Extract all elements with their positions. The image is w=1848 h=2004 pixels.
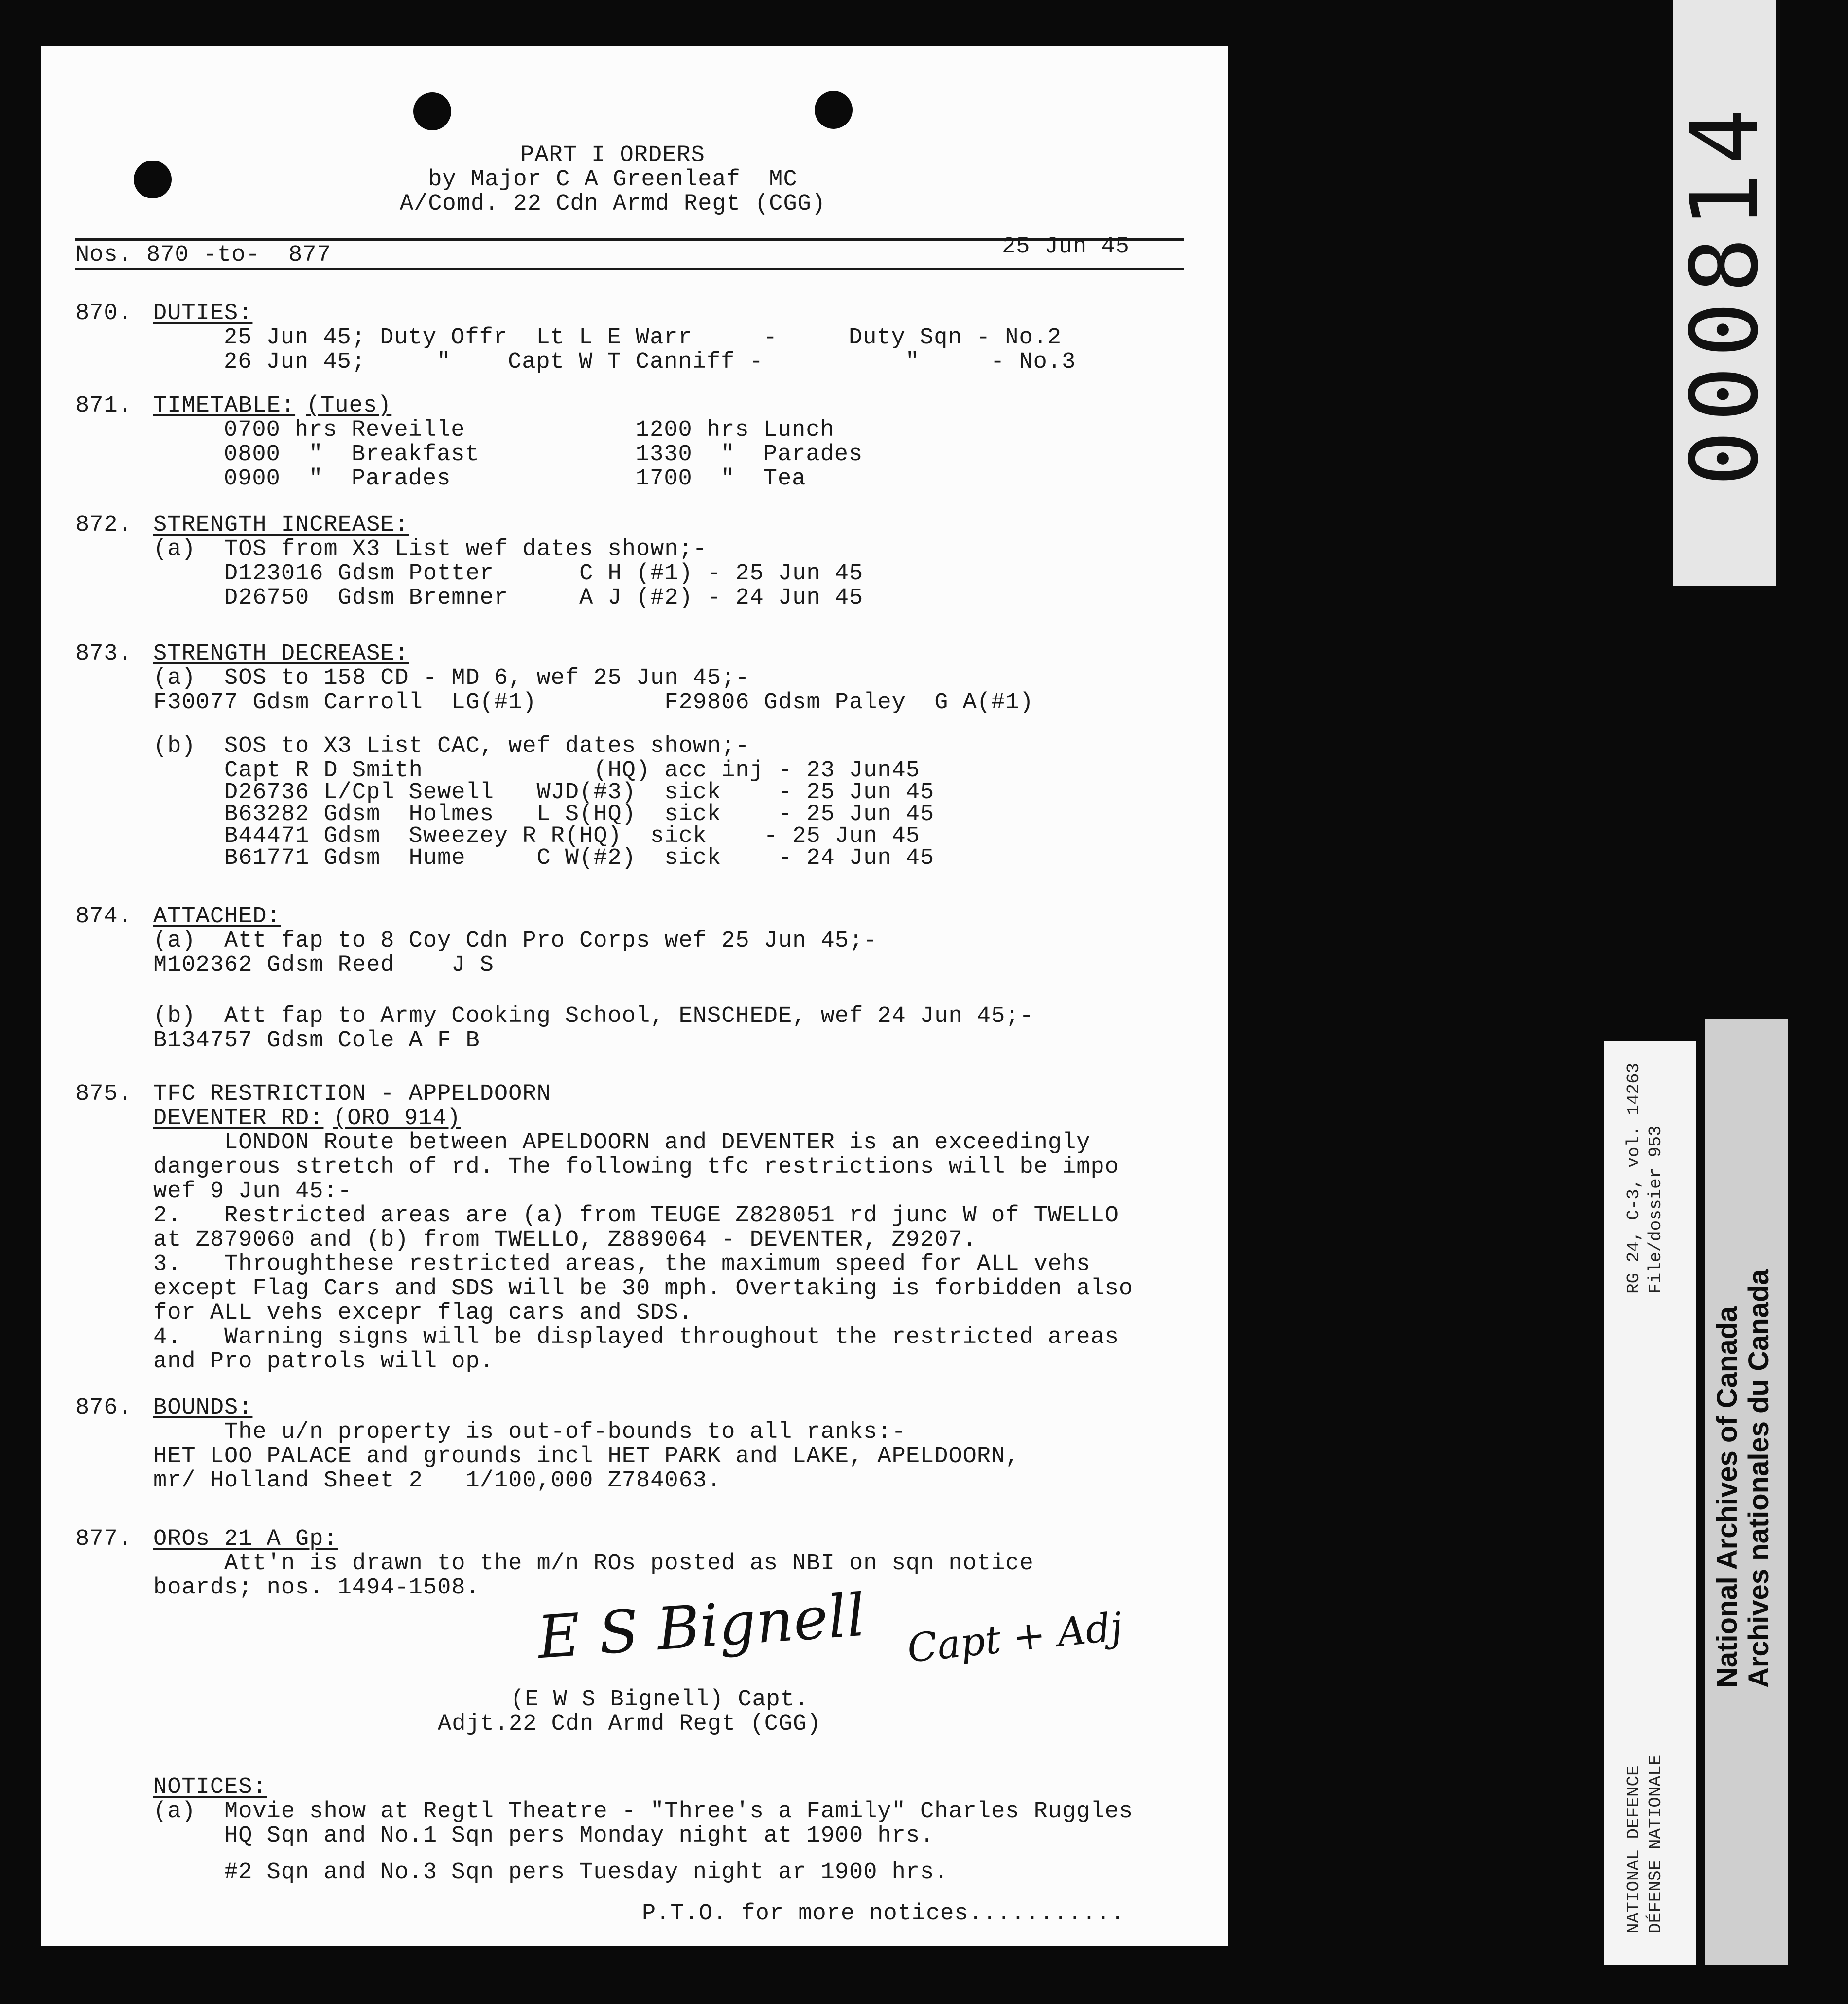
item-876-line-1: The u/n property is out-of-bounds to all ranks:- bbox=[153, 1419, 906, 1445]
item-875-line-4: 2. Restricted areas are (a) from TEUGE Z828051 rd junc W of TWELLO bbox=[153, 1203, 1119, 1229]
signatory-name: (E W S Bignell) Capt. bbox=[511, 1687, 809, 1713]
item-870-number: 870. bbox=[75, 301, 132, 326]
item-875-line-9: 4. Warning signs will be displayed throughout the restricted areas bbox=[153, 1324, 1119, 1350]
item-871-heading-note: (Tues) bbox=[306, 393, 392, 419]
handwritten-title: Capt + Adj bbox=[905, 1604, 1125, 1671]
punch-hole-left bbox=[134, 161, 172, 198]
item-871-heading: TIMETABLE: bbox=[153, 393, 296, 419]
item-873-a-line-1: (a) SOS to 158 CD - MD 6, wef 25 Jun 45;- bbox=[153, 665, 750, 691]
notice-a-line-2: HQ Sqn and No.1 Sqn pers Monday night at 1900 hrs. bbox=[153, 1823, 935, 1849]
item-872-line-1: (a) TOS from X3 List wef dates shown;- bbox=[153, 537, 707, 562]
archive-department-line-1: NATIONAL DEFENCE bbox=[1624, 1765, 1644, 1933]
item-872-number: 872. bbox=[75, 512, 132, 538]
item-874-a-line-2: M102362 Gdsm Reed J S bbox=[153, 952, 494, 978]
punch-hole-right bbox=[815, 91, 853, 129]
item-872-heading: STRENGTH INCREASE: bbox=[153, 512, 409, 538]
item-871-line-3: 0900 " Parades 1700 " Tea bbox=[224, 466, 806, 492]
archive-reference-line-1: RG 24, C-3, vol. 14263 bbox=[1624, 1062, 1644, 1294]
item-875-line-6: 3. Throughthese restricted areas, the maximum speed for ALL vehs bbox=[153, 1252, 1091, 1277]
order-sheet bbox=[41, 46, 1228, 1946]
item-875-line-8: for ALL vehs excepr flag cars and SDS. bbox=[153, 1300, 693, 1326]
item-874-number: 874. bbox=[75, 904, 132, 930]
item-875-heading-1: TFC RESTRICTION - APPELDOORN bbox=[153, 1081, 551, 1107]
item-875-line-2: dangerous stretch of rd. The following tfc restrictions will be impo bbox=[153, 1154, 1119, 1180]
item-876-number: 876. bbox=[75, 1395, 132, 1421]
punch-hole-center bbox=[413, 92, 451, 130]
item-877-number: 877. bbox=[75, 1526, 132, 1552]
item-875-line-3: wef 9 Jun 45:- bbox=[153, 1179, 352, 1204]
item-875-line-7: except Flag Cars and SDS will be 30 mph. Overtaking is forbidden also bbox=[153, 1276, 1134, 1302]
item-874-b-line-1: (b) Att fap to Army Cooking School, ENSCHEDE, wef 24 Jun 45;- bbox=[153, 1003, 1034, 1029]
item-873-b-line-3: D26736 L/Cpl Sewell WJD(#3) sick - 25 Jun 45 bbox=[153, 780, 935, 805]
item-876-line-3: mr/ Holland Sheet 2 1/100,000 Z784063. bbox=[153, 1468, 722, 1494]
header-rule-bottom bbox=[75, 268, 1184, 270]
archive-department-line-2: DÉFENSE NATIONALE bbox=[1646, 1754, 1666, 1933]
item-873-b-line-6: B61771 Gdsm Hume C W(#2) sick - 24 Jun 45 bbox=[153, 845, 935, 871]
item-870-line-2: 26 Jun 45; " Capt W T Canniff - " - No.3 bbox=[224, 349, 1076, 375]
orders-number-range: Nos. 870 -to- 877 bbox=[75, 242, 331, 268]
item-873-a-line-2: F30077 Gdsm Carroll LG(#1) F29806 Gdsm Paley G A(#1) bbox=[153, 690, 1034, 716]
item-870-heading: DUTIES: bbox=[153, 301, 253, 326]
item-875-line-5: at Z879060 and (b) from TWELLO, Z889064 - DEVENTER, Z9207. bbox=[153, 1227, 977, 1253]
notice-a-line-1: (a) Movie show at Regtl Theatre - "Three's a Family" Charles Ruggles bbox=[153, 1799, 1134, 1825]
national-archives-en: National Archives of Canada bbox=[1711, 1306, 1743, 1688]
item-871-number: 871. bbox=[75, 393, 132, 419]
pto-line: P.T.O. for more notices........... bbox=[642, 1901, 1125, 1927]
item-872-line-2: D123016 Gdsm Potter C H (#1) - 25 Jun 45 bbox=[153, 561, 864, 587]
item-875-heading-note: (ORO 914) bbox=[333, 1106, 461, 1131]
item-871-line-2: 0800 " Breakfast 1330 " Parades bbox=[224, 442, 863, 467]
item-875-line-1: LONDON Route between APELDOORN and DEVENTER is an exceedingly bbox=[153, 1130, 1091, 1156]
item-877-line-2: boards; nos. 1494-1508. bbox=[153, 1575, 480, 1601]
notice-a-line-3: #2 Sqn and No.3 Sqn pers Tuesday night ar 1900 hrs. bbox=[153, 1860, 949, 1885]
frame-number-strip bbox=[1670, 0, 1778, 586]
item-875-line-10: and Pro patrols will op. bbox=[153, 1349, 494, 1375]
archive-reference-line-2: File/dossier 953 bbox=[1646, 1126, 1666, 1294]
item-873-heading: STRENGTH DECREASE: bbox=[153, 641, 409, 667]
national-archives-fr: Archives nationales du Canada bbox=[1743, 1269, 1775, 1688]
item-870-line-1: 25 Jun 45; Duty Offr Lt L E Warr - Duty Sqn - No.2 bbox=[224, 325, 1062, 351]
item-877-line-1: Att'n is drawn to the m/n ROs posted as NBI on sqn notice bbox=[153, 1551, 1034, 1576]
orders-date: 25 Jun 45 bbox=[1002, 234, 1130, 260]
orders-by-line: by Major C A Greenleaf MC bbox=[428, 167, 798, 193]
handwritten-signature: E S Bignell bbox=[535, 1581, 868, 1672]
item-873-number: 873. bbox=[75, 641, 132, 667]
item-873-b-line-1: (b) SOS to X3 List CAC, wef dates shown;- bbox=[153, 734, 750, 759]
notices-heading: NOTICES: bbox=[153, 1774, 267, 1800]
item-873-b-line-4: B63282 Gdsm Holmes L S(HQ) sick - 25 Jun 45 bbox=[153, 802, 935, 827]
item-875-number: 875. bbox=[75, 1081, 132, 1107]
item-873-b-line-5: B44471 Gdsm Sweezey R R(HQ) sick - 25 Jun 45 bbox=[153, 823, 921, 849]
item-877-heading: OROs 21 A Gp: bbox=[153, 1526, 338, 1552]
item-874-a-line-1: (a) Att fap to 8 Coy Cdn Pro Corps wef 25 Jun 45;- bbox=[153, 928, 878, 954]
item-875-heading-2: DEVENTER RD: bbox=[153, 1106, 324, 1131]
item-874-b-line-2: B134757 Gdsm Cole A F B bbox=[153, 1028, 480, 1054]
item-876-heading: BOUNDS: bbox=[153, 1395, 253, 1421]
signatory-appointment: Adjt.22 Cdn Armd Regt (CGG) bbox=[438, 1711, 821, 1737]
orders-appointment: A/Comd. 22 Cdn Armd Regt (CGG) bbox=[399, 191, 826, 217]
item-872-line-3: D26750 Gdsm Bremner A J (#2) - 24 Jun 45 bbox=[153, 585, 864, 611]
item-876-line-2: HET LOO PALACE and grounds incl HET PARK and LAKE, APELDOORN, bbox=[153, 1444, 1020, 1469]
item-871-line-1: 0700 hrs Reveille 1200 hrs Lunch bbox=[224, 417, 835, 443]
orders-title: PART I ORDERS bbox=[520, 143, 705, 168]
item-873-b-line-2: Capt R D Smith (HQ) acc inj - 23 Jun45 bbox=[153, 758, 921, 784]
item-874-heading: ATTACHED: bbox=[153, 904, 281, 930]
frame-number: 000814 bbox=[1670, 100, 1778, 486]
